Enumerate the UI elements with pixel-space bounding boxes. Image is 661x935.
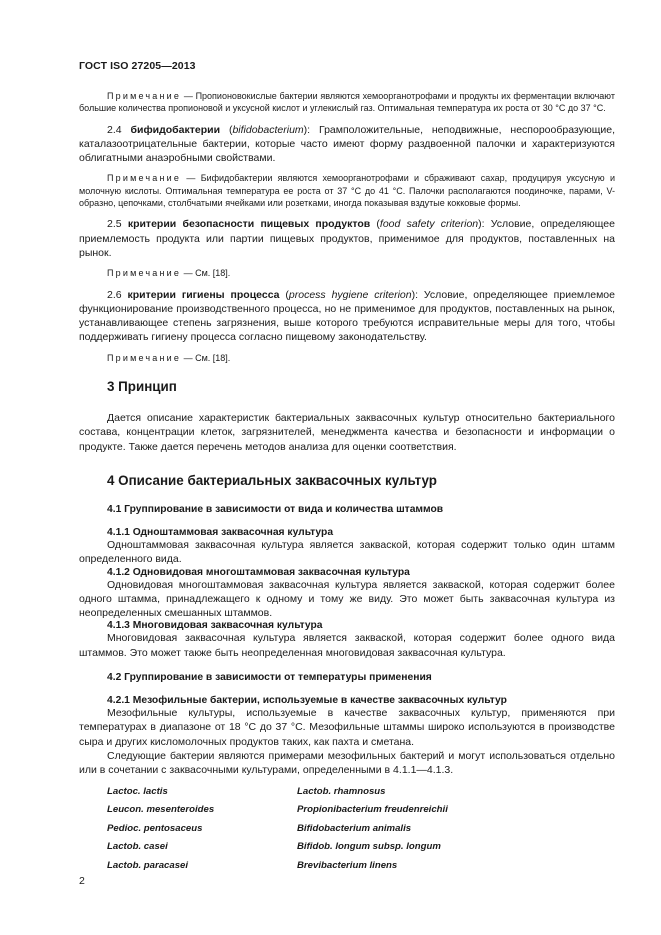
running-header: ГОСТ ISO 27205—2013 xyxy=(79,60,196,72)
term: критерии безопасности пищевых продуктов xyxy=(127,218,371,231)
subsection-4-1-3-heading: 4.1.3 Многовидовая заквасочная культура xyxy=(107,620,323,632)
section-4-heading: 4 Описание бактериальных заквасочных культур xyxy=(107,472,437,488)
species-item: Lactoc. lactis xyxy=(107,785,168,797)
note-label: Примечание xyxy=(107,268,182,279)
subsection-4-1-2-text: Одновидовая многоштаммовая заквасочная культура является закваской, которая содержит более одного штамма, принадлежащего к одному и тому же виду. Это может быть заквасочная культура из неопределенных смешанных штаммов. xyxy=(79,578,615,620)
section-3-text: Дается описание характеристик бактериальных заквасочных культур относительно бактериального состава, концентрации клеток, загрязнителей, менеджмента качества и безопасности и информации о продукте. Также дается перечень методов анализа для оценки соответствия. xyxy=(79,412,615,453)
subsection-4-2-1-text-2: Следующие бактерии являются примерами мезофильных бактерий и могут использоваться отдельно или в сочетании с заквасочными культурами, определенными в 4.1.1—4.1.3. xyxy=(79,749,615,777)
species-column-1 xyxy=(107,785,214,878)
note-propionic: Примечание — Пропионовокислые бактерии являются хемоорганотрофами и продукты их ферментации включают большие количества пропионовой и уксусной кислот и углекислый газ. Оптимальная температура их роста от 30 °С до 37 °С. xyxy=(79,91,615,114)
note-2-6: Примечание — См. [18]. xyxy=(107,352,231,363)
subsection-4-1-1-heading: 4.1.1 Одноштаммовая заквасочная культура xyxy=(107,526,334,538)
species-item: Lactob. casei xyxy=(107,841,168,852)
definition-2-4: 2.4 бифидобактерии (bifidobacterium): Грамположительные, неподвижные, неспорообразующие, каталазоотрицательные бактерии, которые часто имеют форму раздвоенной палочки и характеризуются облигатными анаэробными свойствами. xyxy=(79,123,615,165)
note-bifidobacteria: Примечание — Бифидобактерии являются хемоорганотрофами и сбраживают сахар, продуцируя уксусную и молочную кислоты. Оптимальная температура ее роста от 37 °С до 41 °С. Палочки располагаются поодиночке, парами, V-образно, цепочками, столбчатыми ячейками или розетками, иногда показывая вздутые кокковые формы. xyxy=(79,173,615,209)
subsection-4-2-1-heading: 4.2.1 Мезофильные бактерии, используемые в качестве заквасочных культур xyxy=(107,695,507,707)
species-item: Brevibacterium linens xyxy=(297,859,398,871)
species-item: Bifidob. longum subsp. longum xyxy=(297,841,441,852)
subsection-4-1-heading: 4.1 Группирование в зависимости от вида и количества штаммов xyxy=(107,503,444,515)
section-3-heading: 3 Принцип xyxy=(107,379,177,395)
page-number: 2 xyxy=(79,875,85,887)
species-item: Bifidobacterium animalis xyxy=(297,822,412,834)
definition-2-5: 2.5 критерии безопасности пищевых продуктов (food safety criterion): Условие, определяющее приемлемость продукта или партии пищевых продуктов, применимое для продуктов, поставленных на рынок. xyxy=(79,218,615,259)
subsection-4-1-3-text: Многовидовая заквасочная культура является закваской, которая содержит более одного вида штаммов. Это может также быть неопределенная многовидовая заквасочная культура. xyxy=(79,632,615,659)
note-text: См. [18]. xyxy=(195,352,231,363)
term: критерии гигиены процесса xyxy=(127,288,280,301)
species-item: Propionibacterium freudenreichii xyxy=(297,804,448,815)
subsection-4-2-1-text: Мезофильные культуры, используемые в качестве заквасочных культур, применяются при температурах в диапазоне от 18 °С до 37 °С. Мезофильные штаммы широко используются в производстве сыра и других кисломолочных продуктов таких, как пахта и сметана. xyxy=(79,707,615,748)
note-text: См. [18]. xyxy=(195,268,231,279)
note-text: Пропионовокислые бактерии являются хемоорганотрофами и продукты их ферментации включают большие количества пропионовой и уксусной кислот и углекислый газ. Оптимальная температура их роста от 30 °С до 37 °С. xyxy=(79,91,615,114)
species-item: Lactob. paracasei xyxy=(107,859,189,871)
term: бифидобактерии xyxy=(130,123,221,136)
latin-term: process hygiene criterion xyxy=(288,288,412,301)
species-list xyxy=(79,785,615,877)
note-2-5: Примечание — См. [18]. xyxy=(107,268,231,279)
note-text: Бифидобактерии являются хемоорганотрофами и сбраживают сахар, продуцируя уксусную и молочную кислоты. Оптимальная температура ее роста от 37 °С до 41 °С. Палочки располагаются поодиночке, парами, V-образно, цепочками, столбчатыми ячейками или розетками, иногда показывая вздутые кокковые формы. xyxy=(79,173,615,209)
note-label: Примечание xyxy=(107,352,182,363)
subsection-4-1-2-heading: 4.1.2 Одновидовая многоштаммовая заквасочная культура xyxy=(107,566,410,578)
subsection-4-1-1-text: Одноштаммовая заквасочная культура является закваской, которая содержит только один штамм определенного вида. xyxy=(79,538,615,566)
latin-term: food safety criterion xyxy=(379,218,479,231)
definition-2-6: 2.6 критерии гигиены процесса (process hygiene criterion): Условие, определяющее приемлемое функционирование производственного процесса, но не применимое для продуктов, поставленных на рынок, устанавливающее степень загрязнения, выше которого требуются исправительные меры для того, чтобы поддерживать гигиену процесса согласно пищевому законодательству. xyxy=(79,288,615,344)
page-content xyxy=(79,90,615,877)
latin-term: bifidobacterium xyxy=(232,123,304,136)
species-column-2 xyxy=(297,785,448,878)
species-item: Leucon. mesenteroides xyxy=(107,804,215,815)
note-label: Примечание xyxy=(107,91,182,101)
subsection-4-2-heading: 4.2 Группирование в зависимости от температуры применения xyxy=(107,672,432,684)
species-item: Lactob. rhamnosus xyxy=(297,785,386,797)
note-label: Примечание xyxy=(107,173,182,184)
species-item: Pedioc. pentosaceus xyxy=(107,822,203,834)
